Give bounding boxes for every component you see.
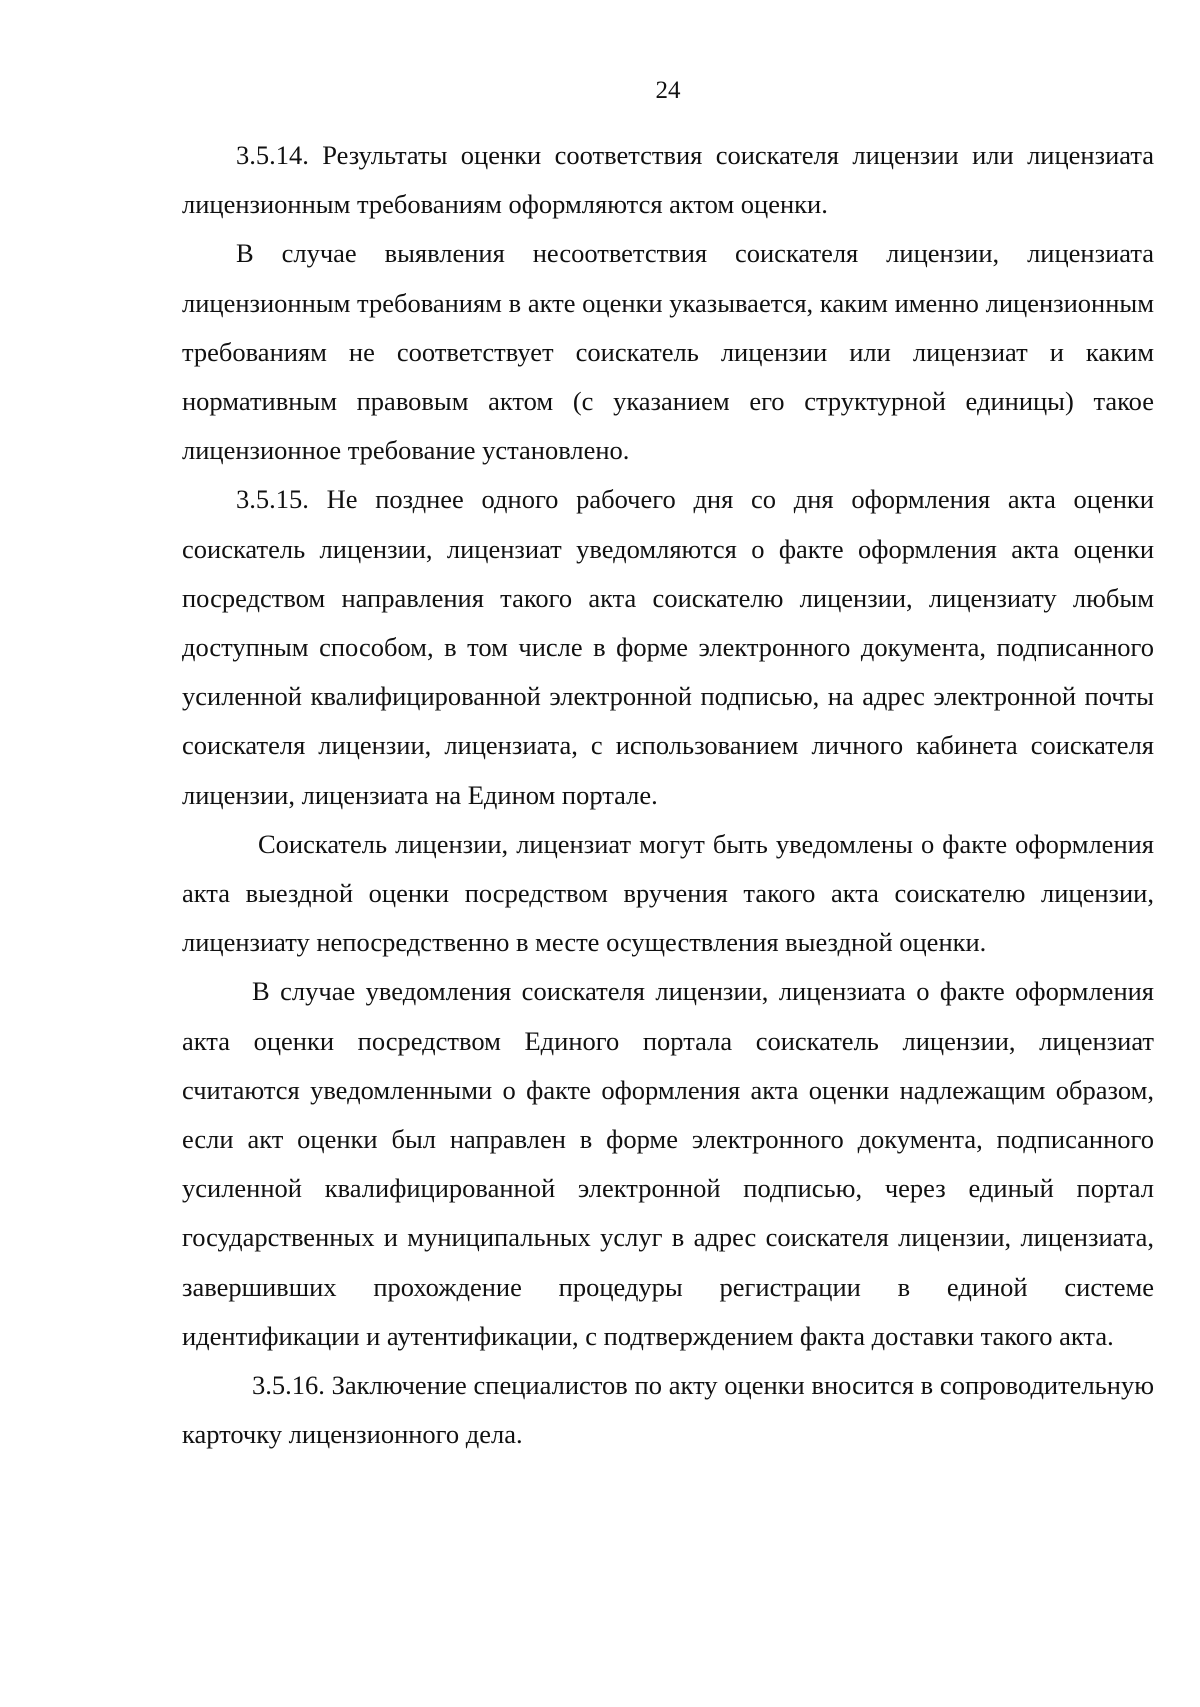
paragraph-3-5-15: 3.5.15. Не позднее одного рабочего дня со дня оформления акта оценки соискатель лицензии, лицензиат уведомляются о факте оформления акта оценки посредством направления такого акта соискателю лицензии, лицензиату любым доступным способом, в том числе в форме электронного документа, подписанного усиленной квалифицированной электронной подписью, на адрес электронной почты соискателя лицензии, лицензиата, с использованием личного кабинета соискателя лицензии, лицензиата на Едином портале.	[182, 484, 1154, 810]
paragraph-portal-notification: В случае уведомления соискателя лицензии, лицензиата о факте оформления акта оценки посредством Единого портала соискатель лицензии, лицензиат считаются уведомленными о факте оформления акта оценки надлежащим образом, если акт оценки был направлен в форме электронного документа, подписанного усиленной квалифицированной электронной подписью, через единый портал государственных и муниципальных услуг в адрес соискателя лицензии, лицензиата, завершивших прохождение процедуры регистрации в единой системе идентификации и аутентификации, с подтверждением факта доставки такого акта.	[182, 976, 1154, 1351]
paragraph-nonconformity: В случае выявления несоответствия соискателя лицензии, лицензиата лицензионным требованиям в акте оценки указывается, каким именно лицензионным требованиям не соответствует соискатель лицензии или лицензиат и каким нормативным правовым актом (с указанием его структурной единицы) такое лицензионное требование установлено.	[182, 238, 1154, 466]
document-body	[182, 131, 1154, 1459]
paragraph-3-5-14: 3.5.14. Результаты оценки соответствия соискателя лицензии или лицензиата лицензионным требованиям оформляются актом оценки.	[182, 140, 1154, 220]
paragraph-3-5-16: 3.5.16. Заключение специалистов по акту оценки вносится в сопроводительную карточку лицензионного дела.	[182, 1370, 1154, 1450]
paragraph-onsite-delivery: Соискатель лицензии, лицензиат могут быть уведомлены о факте оформления акта выездной оценки посредством вручения такого акта соискателю лицензии, лицензиату непосредственно в месте осуществления выездной оценки.	[182, 828, 1154, 958]
page-number: 24	[655, 77, 681, 104]
